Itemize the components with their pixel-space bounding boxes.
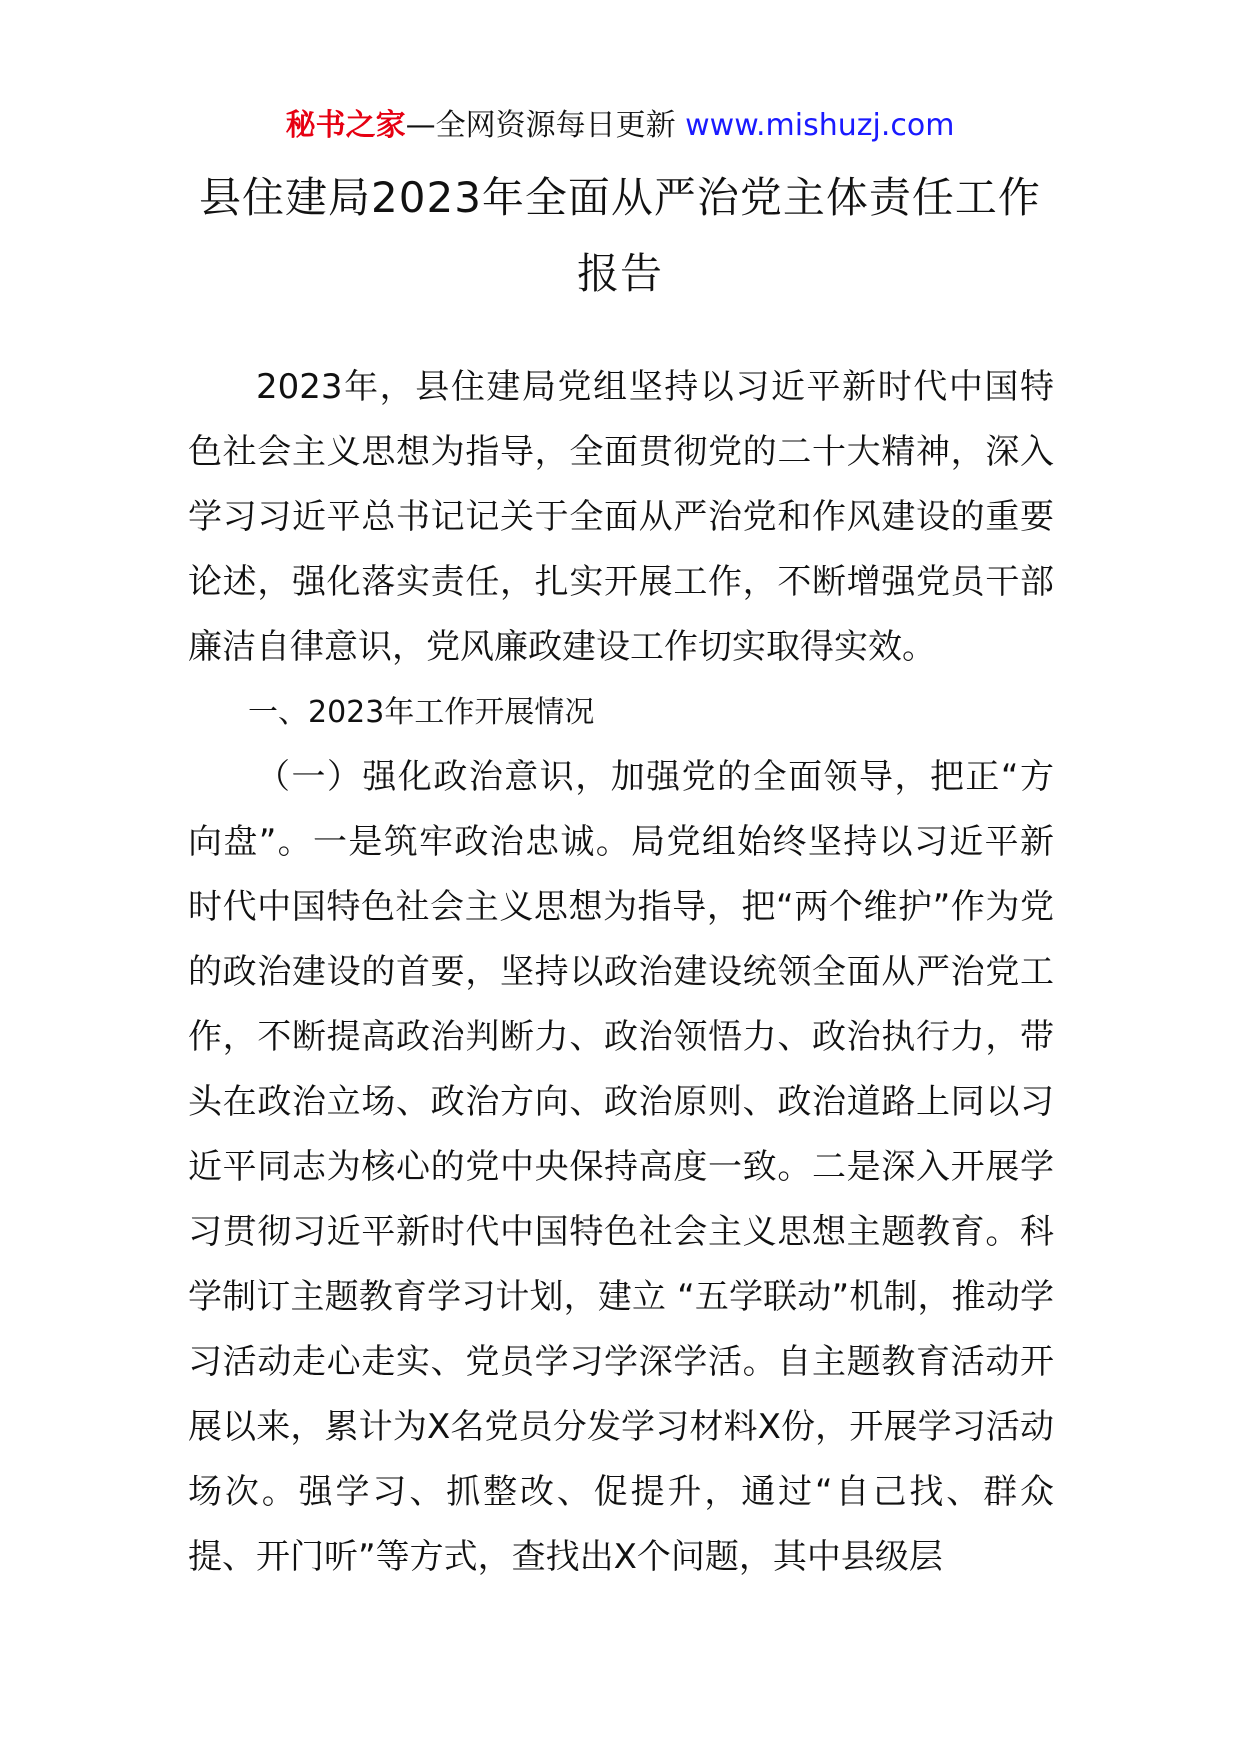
document-title: 县住建局2023年全面从严治党主体责任工作报告	[199, 173, 1041, 298]
section-heading: 一、2023年工作开展情况	[248, 695, 595, 730]
header-tagline: —全网资源每日更新	[405, 108, 676, 143]
site-url-link[interactable]: www.mishuzj.com	[685, 108, 955, 143]
site-header	[0, 104, 1240, 148]
document-body	[188, 355, 1054, 1590]
brand-name: 秘书之家	[285, 108, 406, 143]
subsection-paragraph: （一）强化政治意识，加强党的全面领导，把正“方向盘”。一是筑牢政治忠诚。局党组始终坚持以习近平新时代中国特色社会主义思想为指导，把“两个维护”作为党的政治建设的首要，坚持以政治建设统领全面从严治党工作，不断提高政治判断力、政治领悟力、政治执行力，带头在政治立场、政治方向、政治原则、政治道路上同以习近平同志为核心的党中央保持高度一致。二是深入开展学习贯彻习近平新时代中国特色社会主义思想主题教育。科学制订主题教育学习计划，建立 “五学联动”机制，推动学习活动走心走实、党员学习学深学活。自主题教育活动开展以来，累计为X名党员分发学习材料X份，开展学习活动场次。强学习、抓整改、促提升，通过“自己找、群众提、开门听”等方式，查找出X个问题，其中县级层	[188, 757, 1054, 1577]
intro-paragraph: 2023年，县住建局党组坚持以习近平新时代中国特色社会主义思想为指导，全面贯彻党的二十大精神，深入学习习近平总书记记关于全面从严治党和作风建设的重要论述，强化落实责任，扎实开展工作，不断增强党员干部廉洁自律意识，党风廉政建设工作切实取得实效。	[188, 367, 1054, 667]
